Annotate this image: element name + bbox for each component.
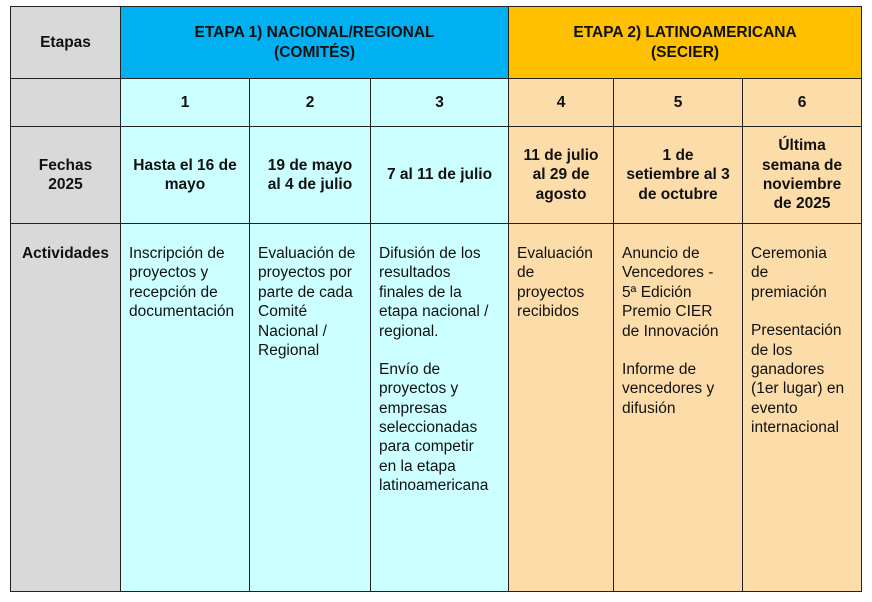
activities-row-label: Actividades <box>11 224 121 592</box>
phase-5-number: 5 <box>614 79 743 127</box>
dates-row <box>11 127 862 224</box>
numbers-row <box>11 79 862 127</box>
stages-row <box>11 7 862 79</box>
phase-5-activities: Anuncio de Vencedores - 5ª Edición Premio CIER de Innovación Informe de vencedores y difusión <box>614 224 743 592</box>
phase-2-date: 19 de mayo al 4 de julio <box>250 127 371 224</box>
stages-row-label: Etapas <box>11 7 121 79</box>
phase-6-activities: Ceremonia de premiación Presentación de los ganadores (1er lugar) en evento internacional <box>743 224 862 592</box>
stage-1-header: ETAPA 1) NACIONAL/REGIONAL (COMITÉS) <box>121 7 509 79</box>
phase-3-activities: Difusión de los resultados finales de la etapa nacional / regional. Envío de proyectos y empresas seleccionadas para competir en la etapa latinoamericana <box>371 224 509 592</box>
activities-row <box>11 224 862 592</box>
phase-6-number: 6 <box>743 79 862 127</box>
phase-3-date: 7 al 11 de julio <box>371 127 509 224</box>
phase-4-activities: Evaluación de proyectos recibidos <box>509 224 614 592</box>
phase-2-number: 2 <box>250 79 371 127</box>
numbers-row-label <box>11 79 121 127</box>
phase-4-number: 4 <box>509 79 614 127</box>
phase-5-date: 1 de setiembre al 3 de octubre <box>614 127 743 224</box>
phase-1-activities: Inscripción de proyectos y recepción de documentación <box>121 224 250 592</box>
phase-1-number: 1 <box>121 79 250 127</box>
dates-row-label: Fechas 2025 <box>11 127 121 224</box>
schedule-table <box>10 6 862 592</box>
stage-2-header: ETAPA 2) LATINOAMERICANA (SECIER) <box>509 7 862 79</box>
phase-1-date: Hasta el 16 de mayo <box>121 127 250 224</box>
phase-2-activities: Evaluación de proyectos por parte de cada Comité Nacional / Regional <box>250 224 371 592</box>
phase-6-date: Última semana de noviembre de 2025 <box>743 127 862 224</box>
phase-3-number: 3 <box>371 79 509 127</box>
phase-4-date: 11 de julio al 29 de agosto <box>509 127 614 224</box>
